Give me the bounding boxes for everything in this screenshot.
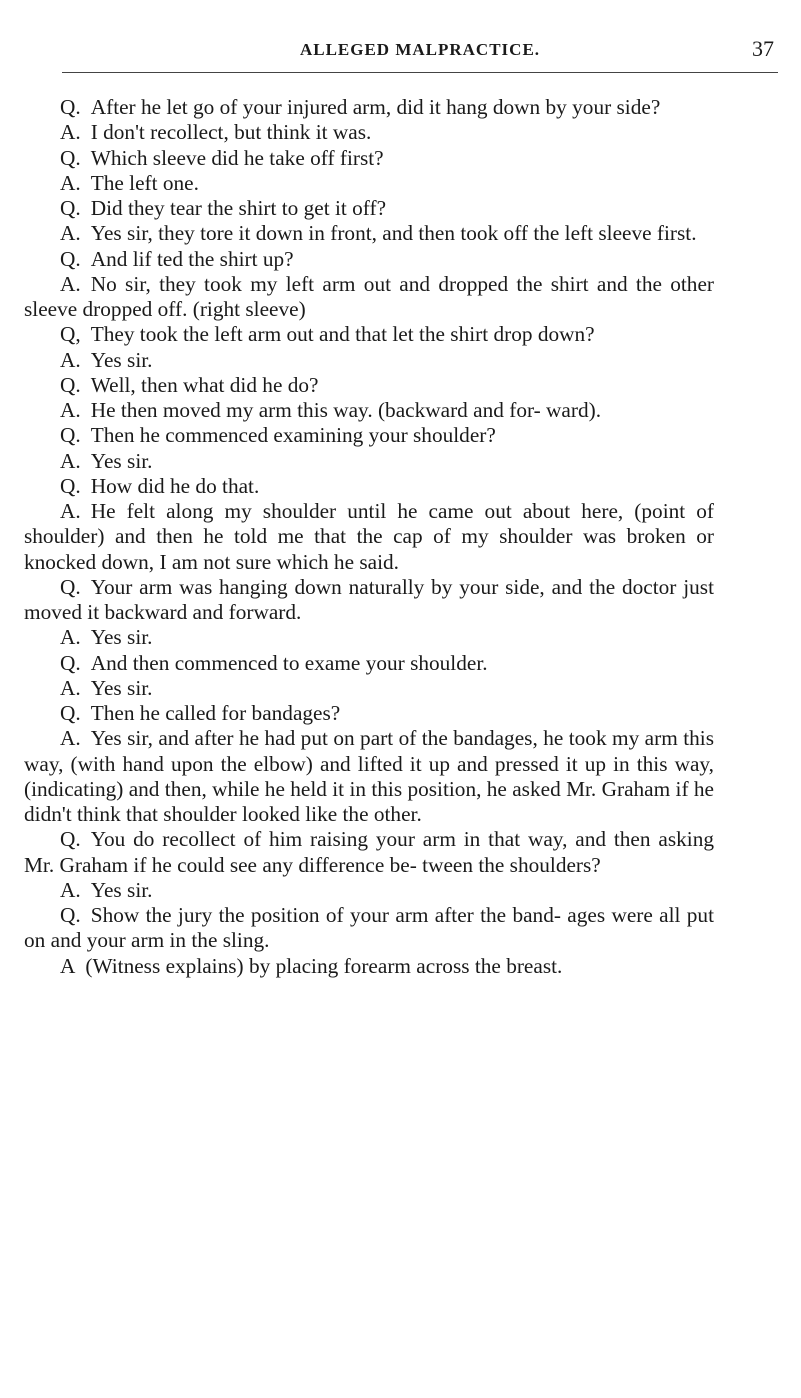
speaker-label: A. <box>60 675 81 700</box>
testimony-line <box>24 449 714 474</box>
speaker-label: A. <box>60 271 81 296</box>
testimony-line <box>24 575 714 626</box>
speaker-label: A. <box>60 448 81 473</box>
speaker-label: Q. <box>60 372 81 397</box>
speaker-label: A. <box>60 625 81 650</box>
testimony-line <box>24 348 714 373</box>
speaker-label: Q. <box>60 827 81 852</box>
testimony-text: Yes sir, and after he had put on part of the bandages, he took my arm this way, (with hand upon the elbow) and lifted it up and pressed it up in this way, (indicating) and then, while he held it in this position, he asked Mr. Graham if he didn't think that shoulder looked like the other. <box>24 726 714 826</box>
running-head: ALLEGED MALPRACTICE. <box>299 40 541 59</box>
testimony-line <box>24 373 714 398</box>
testimony-text: He felt along my shoulder until he came out about here, (point of shoulder) and then he told me that the cap of my shoulder was broken or knocked down, I am not sure which he said. <box>24 499 714 574</box>
testimony-text: Your arm was hanging down naturally by your side, and the doctor just moved it backward and forward. <box>24 574 714 624</box>
testimony-line <box>24 676 714 701</box>
speaker-label: A. <box>60 170 81 195</box>
testimony-line <box>24 322 714 347</box>
speaker-label: A. <box>60 221 81 246</box>
testimony-line <box>24 474 714 499</box>
testimony-line <box>24 221 714 246</box>
testimony-line <box>24 651 714 676</box>
speaker-label: Q, <box>60 322 81 347</box>
testimony-line <box>24 625 714 650</box>
speaker-label: Q. <box>60 95 81 119</box>
speaker-label: Q. <box>60 145 81 170</box>
testimony-text: Yes sir. <box>90 347 153 372</box>
speaker-label: Q. <box>60 473 81 498</box>
speaker-label: A. <box>60 120 81 145</box>
testimony-text: Yes sir. <box>90 877 153 902</box>
page-number: 37 <box>752 36 774 61</box>
testimony-text: Yes sir. <box>90 625 153 650</box>
testimony-text: (Witness explains) by placing forearm across the breast. <box>85 953 563 978</box>
testimony-text: Well, then what did he do? <box>90 372 319 397</box>
speaker-label: Q. <box>60 903 81 927</box>
testimony-line <box>24 196 714 221</box>
page-header <box>62 36 778 74</box>
speaker-label: A. <box>60 347 81 372</box>
testimony-line <box>24 878 714 903</box>
testimony-line <box>24 954 714 979</box>
speaker-label: Q. <box>60 574 81 599</box>
testimony-text: Yes sir, they tore it down in front, and then took off the left sleeve first. <box>90 221 697 246</box>
testimony-line <box>24 171 714 196</box>
testimony-line <box>24 499 714 575</box>
speaker-label: A <box>60 953 76 978</box>
testimony-text: I don't recollect, but think it was. <box>90 120 372 145</box>
speaker-label: A. <box>60 877 81 902</box>
speaker-label: Q. <box>60 701 81 725</box>
testimony-line <box>24 398 714 423</box>
speaker-label: A. <box>60 499 81 523</box>
speaker-label: Q. <box>60 650 81 675</box>
speaker-label: Q. <box>60 423 81 448</box>
testimony-line <box>24 701 714 726</box>
testimony-text: Yes sir. <box>90 675 153 700</box>
testimony-line <box>24 247 714 272</box>
testimony-text: Then he called for bandages? <box>90 701 341 725</box>
testimony-text: After he let go of your injured arm, did it hang down by your side? <box>90 95 661 119</box>
testimony-text: How did he do that. <box>90 473 260 498</box>
testimony-line <box>24 120 714 145</box>
testimony-line <box>24 272 714 323</box>
speaker-label: Q. <box>60 246 81 271</box>
testimony-line <box>24 423 714 448</box>
testimony-text: He then moved my arm this way. (backward and for- ward). <box>90 398 602 422</box>
testimony-line <box>24 146 714 171</box>
testimony-line <box>24 95 714 120</box>
testimony-text: Did they tear the shirt to get it off? <box>90 196 387 220</box>
testimony-text: Show the jury the position of your arm after the band- ages were all put on and your arm in the sling. <box>24 903 714 953</box>
speaker-label: A. <box>60 726 81 751</box>
testimony-body <box>24 95 714 979</box>
speaker-label: Q. <box>60 196 81 220</box>
header-rule <box>62 72 778 73</box>
testimony-text: The left one. <box>90 170 199 195</box>
testimony-line <box>24 827 714 878</box>
testimony-text: And then commenced to exame your shoulder. <box>90 650 488 675</box>
testimony-text: Then he commenced examining your shoulder? <box>90 423 496 448</box>
testimony-text: And lif ted the shirt up? <box>90 246 294 271</box>
testimony-line <box>24 726 714 827</box>
testimony-line <box>24 903 714 954</box>
testimony-text: Which sleeve did he take off first? <box>90 145 384 170</box>
testimony-text: Yes sir. <box>90 448 153 473</box>
speaker-label: A. <box>60 398 81 422</box>
testimony-text: They took the left arm out and that let the shirt drop down? <box>90 322 595 347</box>
testimony-text: You do recollect of him raising your arm in that way, and then asking Mr. Graham if he could see any difference be- tween the shoulders? <box>24 827 714 877</box>
testimony-text: No sir, they took my left arm out and dropped the shirt and the other sleeve dropped off. (right sleeve) <box>24 271 714 321</box>
